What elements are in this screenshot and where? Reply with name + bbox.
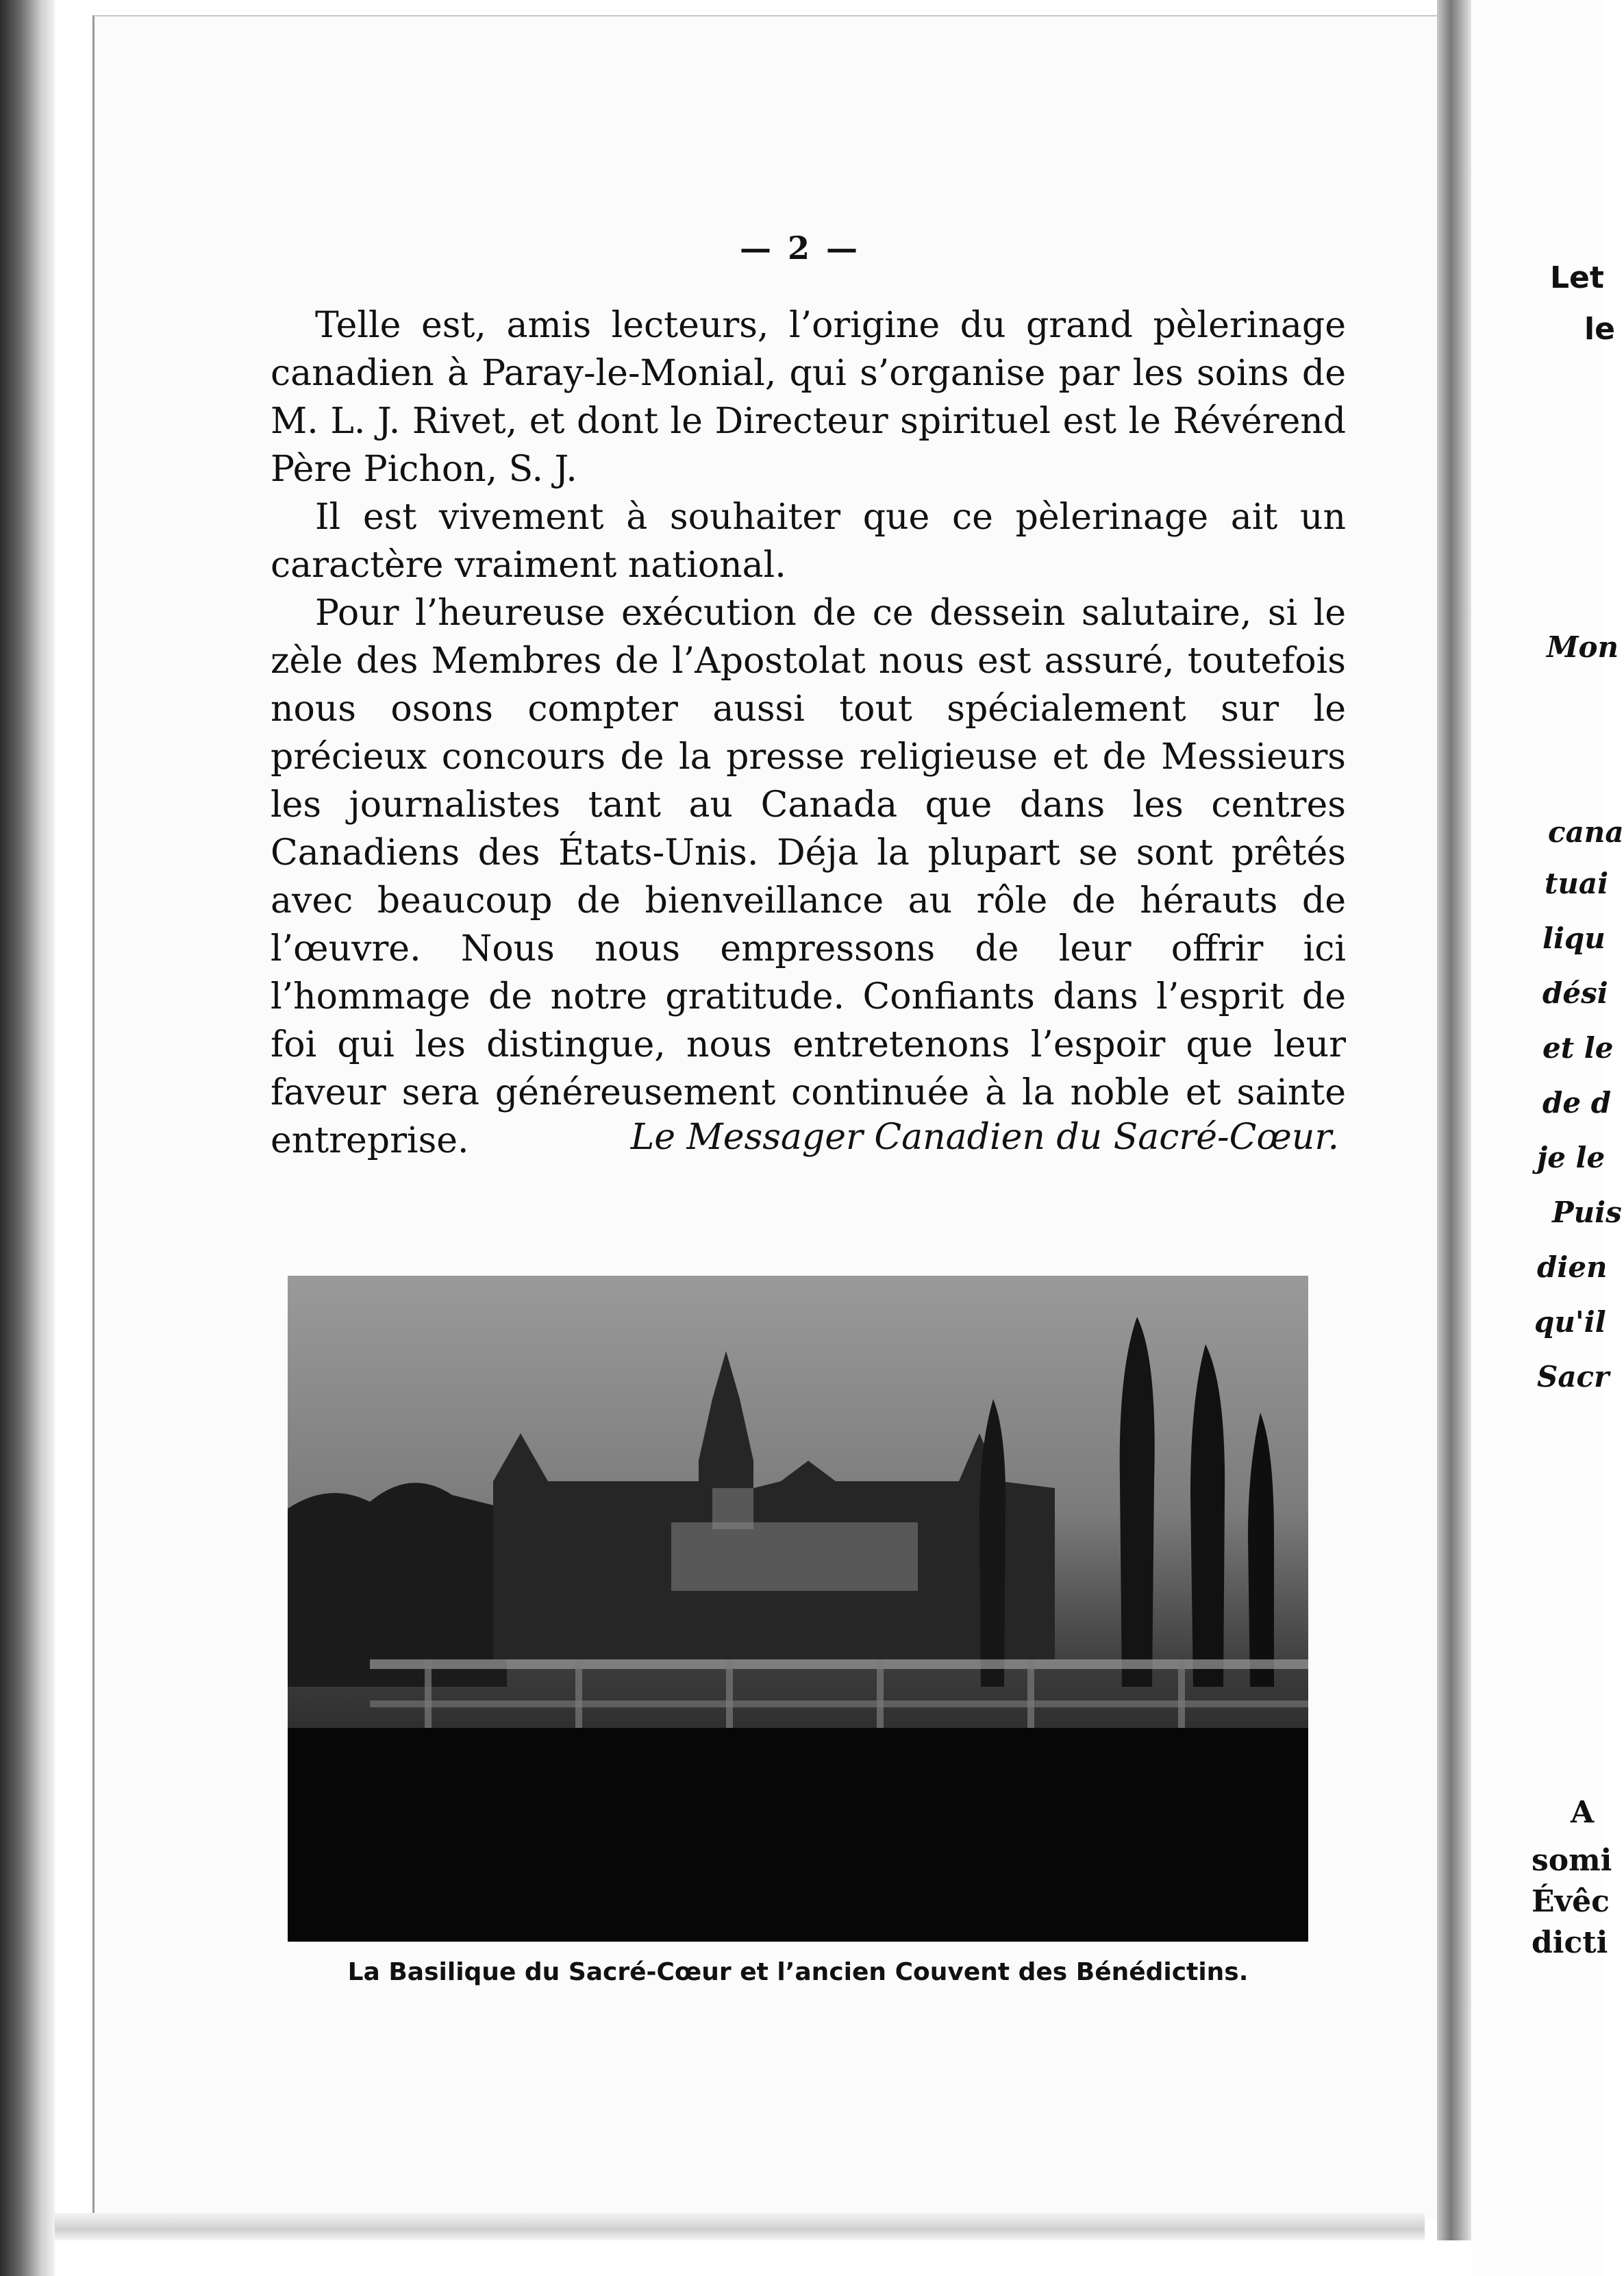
basilica-photo <box>288 1276 1308 1942</box>
facing-line-3: liqu <box>1542 921 1606 955</box>
facing-bottom-4: dicti <box>1532 1925 1608 1960</box>
page-number: — 2 — <box>740 230 861 267</box>
photo-caption: La Basilique du Sacré-Cœur et l’ancien Couvent des Bénédictins. <box>347 1958 1249 1986</box>
paragraph-2: Il est vivement à souhaiter que ce pèlerinage ait un caractère vraiment national. <box>271 497 1346 586</box>
facing-line-10: qu'il <box>1534 1305 1606 1339</box>
facing-line-7: je le <box>1537 1141 1606 1174</box>
scan-edge-left <box>0 0 55 2276</box>
facing-line-4: dési <box>1542 976 1608 1010</box>
facing-line-9: dien <box>1537 1250 1608 1284</box>
facing-line-5: et le <box>1542 1031 1614 1065</box>
facing-page <box>1471 0 1624 2276</box>
page-bottom-edge <box>55 2213 1425 2240</box>
book-gutter <box>1437 0 1471 2240</box>
facing-bottom-3: Évêc <box>1532 1884 1610 1919</box>
paragraph-3: Pour l’heureuse exécution de ce dessein salutaire, si le zèle des Membres de l’Apostolat nous est assuré, toutefois nous osons compter aussi tout spécialement sur le précieux concours de la presse religieuse et de Messieurs les journalistes tant au Canada que dans les centres Canadiens des États-Unis. Déja la plupart se sont prêtés avec beaucoup de bienveillance au rôle de hérauts de l’œuvre. Nous nous empressons de leur offrir ici l’hommage de notre gratitude. Confiants dans l’esprit de foi qui les distingue, nous entretenons l’espoir que leur faveur sera généreusement continuée à la noble et sainte entreprise. <box>271 593 1346 1161</box>
facing-bottom-2: somi <box>1532 1843 1612 1878</box>
facing-heading-1: Let <box>1550 260 1604 295</box>
facing-bottom-1: A <box>1571 1795 1595 1830</box>
facing-line-6: de d <box>1542 1086 1612 1120</box>
facing-line-2: tuai <box>1545 867 1609 900</box>
article-body <box>271 301 1346 1165</box>
facing-line-8: Puis <box>1552 1196 1622 1229</box>
paragraph-1: Telle est, amis lecteurs, l’origine du grand pèlerinage canadien à Paray-le-Monial, qui s’organise par les soins de M. L. J. Rivet, et dont le Directeur spirituel est le Révérend Père Pichon, S. J. <box>271 305 1346 490</box>
facing-salutation: Mon <box>1547 630 1619 664</box>
facing-heading-2: le <box>1584 312 1615 347</box>
facing-line-11: Sacr <box>1537 1360 1610 1394</box>
basilica-photo-drawing <box>288 1276 1308 1942</box>
signature: Le Messager Canadien du Sacré-Cœur. <box>630 1117 1339 1158</box>
facing-line-1: cana <box>1548 815 1624 849</box>
